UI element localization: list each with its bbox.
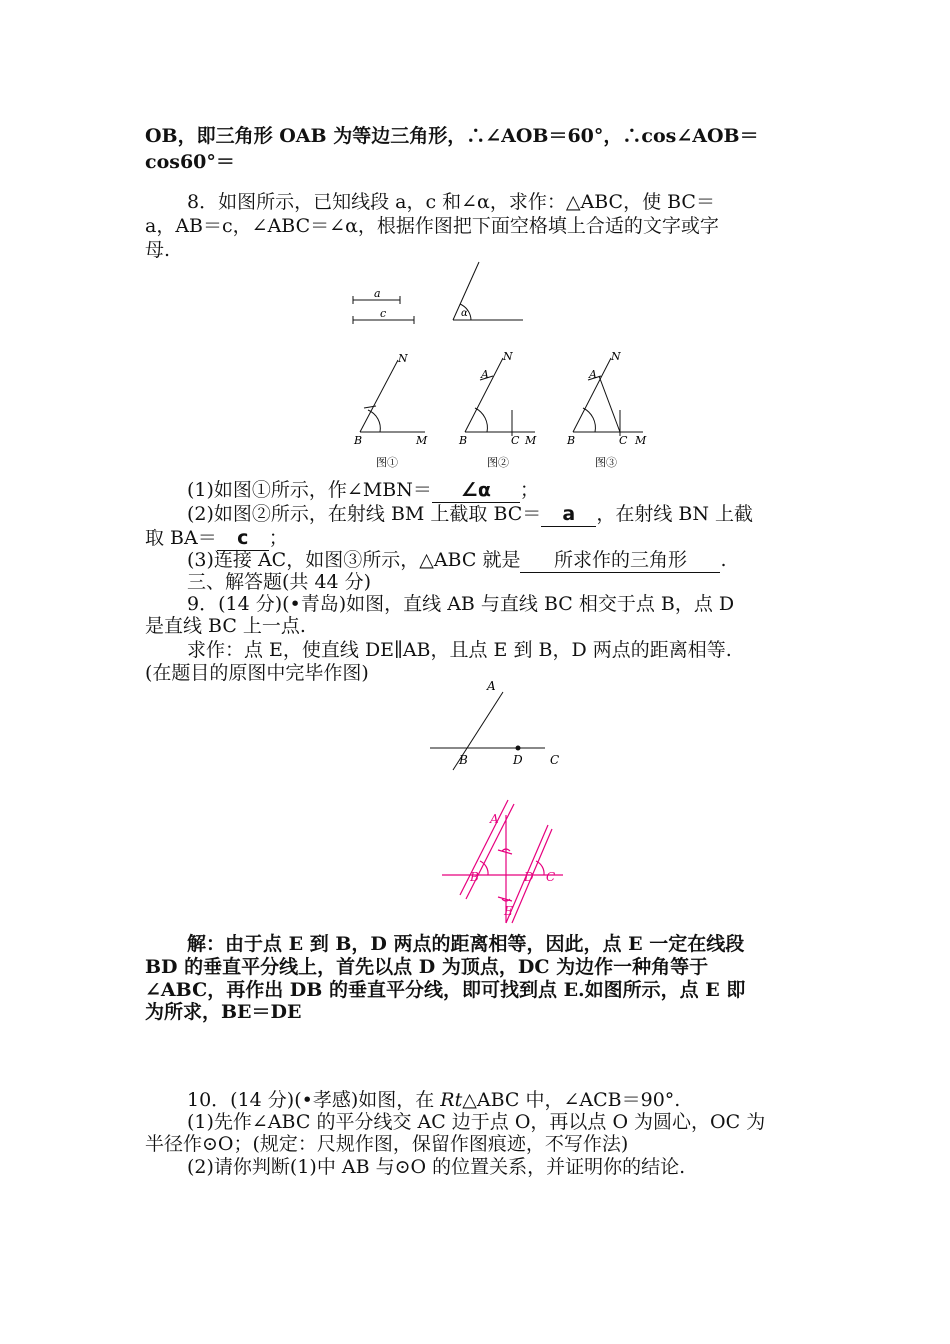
q8-answer-2: a xyxy=(541,502,596,527)
fig1-label-N: N xyxy=(398,352,408,365)
fig2-caption: 图② xyxy=(487,456,509,469)
q10-line-3: 半径作⊙O；(规定：尺规作图，保留作图痕迹，不写作法) xyxy=(145,1133,629,1155)
figure-2 xyxy=(455,350,545,470)
q8-part-1: (1)如图①所示，作∠MBN＝ ∠α ； xyxy=(187,479,539,501)
q9-solution-4: 为所求，BE＝DE xyxy=(145,1001,302,1023)
q9-label-A: A xyxy=(487,679,496,693)
q7-line-2: cos60°＝ xyxy=(145,151,235,173)
fig3-caption: 图③ xyxy=(595,456,617,469)
q9-label-B: B xyxy=(459,753,468,767)
label-a: a xyxy=(374,287,381,300)
fig2-label-M: M xyxy=(525,434,537,447)
label-c: c xyxy=(380,307,387,320)
given-segments-figure xyxy=(350,288,420,328)
q8-stem-3: 母. xyxy=(145,239,171,261)
q8-answer-4: 所求作的三角形 xyxy=(520,548,720,573)
q8-part-3: (3)连接 AC，如图③所示，△ABC 就是 所求作的三角形 . xyxy=(187,549,727,571)
q9c-label-E: E xyxy=(504,904,513,918)
fig2-label-C: C xyxy=(511,434,520,447)
q7-line-1: OB，即三角形 OAB 为等边三角形，∴∠AOB＝60°，∴cos∠AOB＝ xyxy=(145,125,759,147)
fig2-label-N: N xyxy=(503,350,513,363)
q9-label-C: C xyxy=(550,753,560,767)
q9-line-2: 是直线 BC 上一点. xyxy=(145,615,306,637)
q9-solution-2: BD 的垂直平分线上，首先以点 D 为顶点，DC 为边作一种角等于 xyxy=(145,956,709,978)
q9-figure xyxy=(425,680,575,770)
q10-line-2: (1)先作∠ABC 的平分线交 AC 边于点 O，再以点 O 为圆心，OC 为 xyxy=(187,1111,766,1133)
q8-stem-1: 8．如图所示，已知线段 a，c 和∠α，求作：△ABC，使 BC＝ xyxy=(187,191,715,213)
q9c-label-B: B xyxy=(470,870,479,884)
q9-line-4: (在题目的原图中完毕作图) xyxy=(145,662,369,684)
q9-line-1: 9．(14 分)(•青岛)如图，直线 AB 与直线 BC 相交于点 B，点 D xyxy=(187,593,735,615)
q8-answer-3: c xyxy=(217,526,269,551)
q9-construction-figure xyxy=(438,795,568,930)
q8-part-2: (2)如图②所示，在射线 BM 上截取 BC＝ a ，在射线 BN 上截 xyxy=(187,503,753,525)
q10-line-4: (2)请你判断(1)中 AB 与⊙O 的位置关系，并证明你的结论. xyxy=(187,1156,686,1178)
given-angle-figure xyxy=(445,260,530,325)
fig3-label-N: N xyxy=(611,350,621,363)
q9-solution-3: ∠ABC，再作出 DB 的垂直平分线，即可找到点 E.如图所示，点 E 即 xyxy=(145,979,746,1001)
q9-line-3: 求作：点 E，使直线 DE∥AB，且点 E 到 B，D 两点的距离相等. xyxy=(187,639,732,661)
fig3-label-A: A xyxy=(589,368,597,381)
q9-label-D: D xyxy=(513,753,523,767)
q9c-label-D: D xyxy=(524,870,534,884)
fig3-label-C: C xyxy=(619,434,628,447)
q8-answer-1: ∠α xyxy=(432,478,520,503)
fig2-label-B: B xyxy=(459,434,468,447)
fig3-label-B: B xyxy=(567,434,576,447)
fig3-label-M: M xyxy=(635,434,647,447)
q9c-label-A: A xyxy=(490,812,499,826)
fig1-caption: 图① xyxy=(376,456,398,469)
figure-3 xyxy=(563,350,653,470)
fig2-label-A: A xyxy=(481,368,489,381)
section-heading: 三、解答题(共 44 分) xyxy=(187,571,372,593)
fig1-label-B: B xyxy=(354,434,363,447)
q8-part-2b: 取 BA＝ c ； xyxy=(145,527,288,549)
q10-line-1: 10．(14 分)(•孝感)如图，在 Rt△ABC 中，∠ACB＝90°. xyxy=(187,1089,681,1111)
figure-1 xyxy=(350,350,435,470)
label-alpha: α xyxy=(461,308,468,319)
q9c-label-C: C xyxy=(546,870,556,884)
fig1-label-M: M xyxy=(416,434,428,447)
q9-solution-1: 解：由于点 E 到 B，D 两点的距离相等，因此，点 E 一定在线段 xyxy=(187,933,745,955)
q8-stem-2: a，AB＝c，∠ABC＝∠α，根据作图把下面空格填上合适的文字或字 xyxy=(145,215,719,237)
